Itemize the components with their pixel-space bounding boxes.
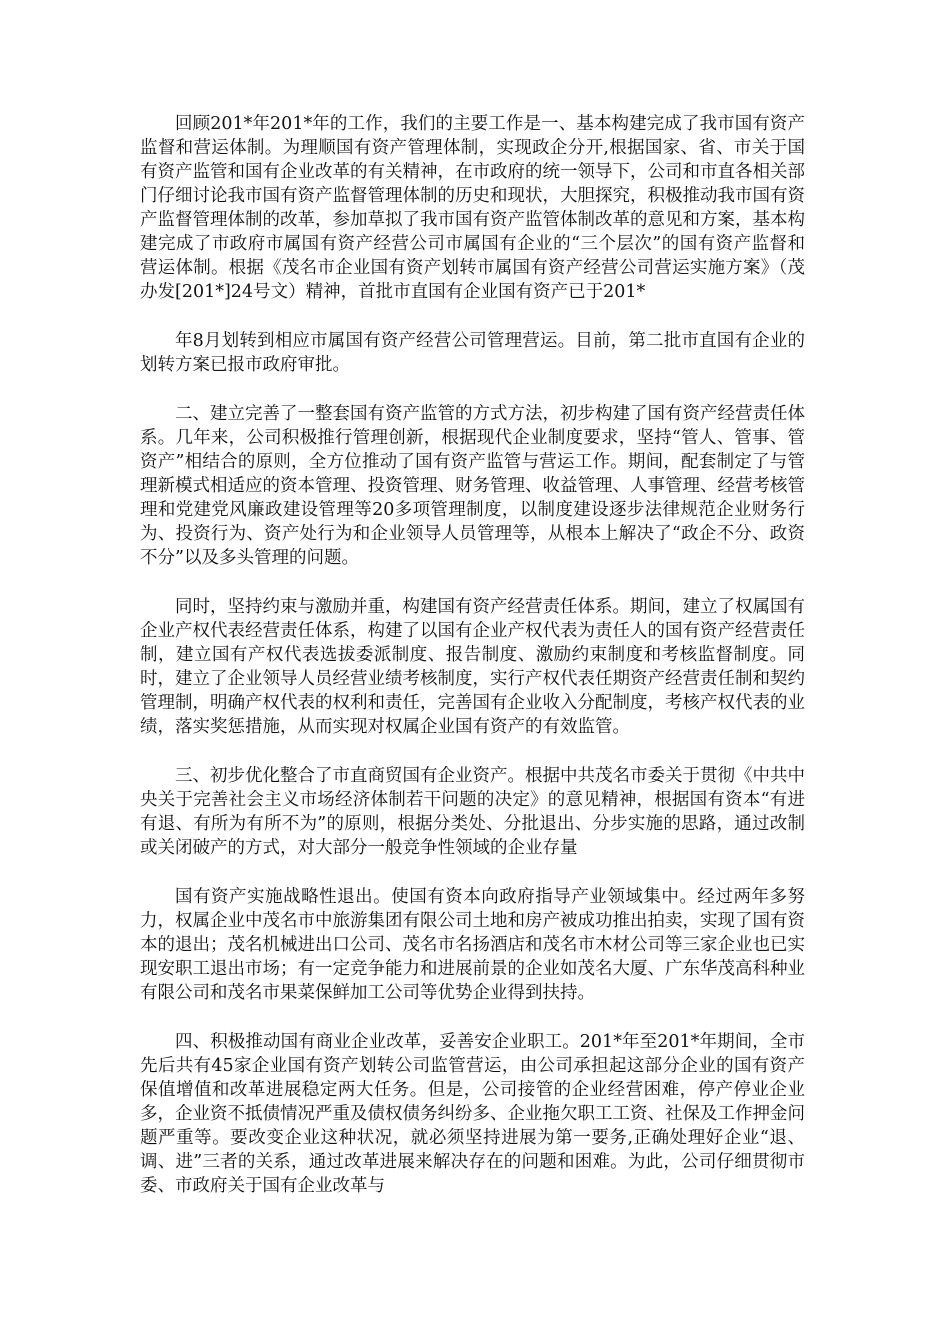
paragraph-4: 同时，坚持约束与激励并重，构建国有资产经营责任体系。期间，建立了权属国有企业产权代表经营责任体系，构建了以国有企业产权代表为责任人的国有资产经营责任制，建立国有产权代表选拔委派制度、报告制度、激励约束制度和考核监督制度。同时，建立了企业领导人员经营业绩考核制度，实行产权代表任期资产经营责任制和契约管理制，明确产权代表的权利和责任，完善国有企业收入分配制度，考核产权代表的业绩，落实奖惩措施，从而实现对权属企业国有资产的有效监管。 xyxy=(140,597,805,737)
document-body xyxy=(140,112,805,1223)
paragraph-6: 国有资产实施战略性退出。使国有资本向政府指导产业领域集中。经过两年多努力，权属企业中茂名市中旅游集团有限公司土地和房产被成功推出拍卖，实现了国有资本的退出；茂名机械进出口公司、茂名市名扬酒店和茂名市木材公司等三家企业也已实现安职工退出市场；有一定竞争能力和进展前景的企业如茂名大厦、广东华茂高科种业有限公司和茂名市果菜保鲜加工公司等优势企业得到扶持。 xyxy=(140,887,805,1003)
paragraph-7: 四、积极推动国有商业企业改革，妥善安企业职工。201*年至201*年期间，全市先后共有45家企业国有资产划转公司监管营运，由公司承担起这部分企业的国有资产保值增值和改革进展稳定两大任务。但是，公司接管的企业经营困难，停产停业企业多，企业资不抵债情况严重及债权债务纠纷多、企业拖欠职工工资、社保及工作押金问题严重等。要改变企业这种状况，就必须坚持进展为第一要务,正确处理好企业“退、调、进”三者的关系，通过改革进展来解决存在的问题和困难。为此，公司仔细贯彻市委、市政府关于国有企业改革与 xyxy=(140,1032,805,1196)
paragraph-2: 年8月划转到相应市属国有资产经营公司管理营运。目前，第二批市直国有企业的划转方案已报市政府审批。 xyxy=(140,331,805,375)
paragraph-3: 二、建立完善了一整套国有资产监管的方式方法，初步构建了国有资产经营责任体系。几年来，公司积极推行管理创新，根据现代企业制度要求，坚持“管人、管事、管资产”相结合的原则，全方位推动了国有资产监管与营运工作。期间，配套制定了与管理新模式相适应的资本管理、投资管理、财务管理、收益管理、人事管理、经营考核管理和党建党风廉政建设管理等20多项管理制度，以制度建设逐步法律规范企业财务行为、投资行为、资产处行为和企业领导人员管理等，从根本上解决了“政企不分、政资不分”以及多头管理的问题。 xyxy=(140,404,805,568)
paragraph-5: 三、初步优化整合了市直商贸国有企业资产。根据中共茂名市委关于贯彻《中共中央关于完善社会主义市场经济体制若干问题的决定》的意见精神，根据国有资本“有进有退、有所为有所不为”的原则，根据分类处、分批退出、分步实施的思路，通过改制或关闭破产的方式，对大部分一般竞争性领域的企业存量 xyxy=(140,766,805,858)
paragraph-1: 回顾201*年201*年的工作，我们的主要工作是一、基本构建完成了我市国有资产监督和营运体制。为理顺国有资产管理体制，实现政企分开,根据国家、省、市关于国有资产监管和国有企业改革的有关精神，在市政府的统一领导下，公司和市直各相关部门仔细讨论我市国有资产监督管理体制的历史和现状，大胆探究，积极推动我市国有资产监督管理体制的改革，参加草拟了我市国有资产监管体制改革的意见和方案，基本构建完成了市政府市属国有资产经营公司市属国有企业的“三个层次”的国有资产监督和营运体制。根据《茂名市企业国有资产划转市属国有资产经营公司营运实施方案》（茂办发[201*]24号文）精神，首批市直国有企业国有资产已于201* xyxy=(140,114,805,302)
